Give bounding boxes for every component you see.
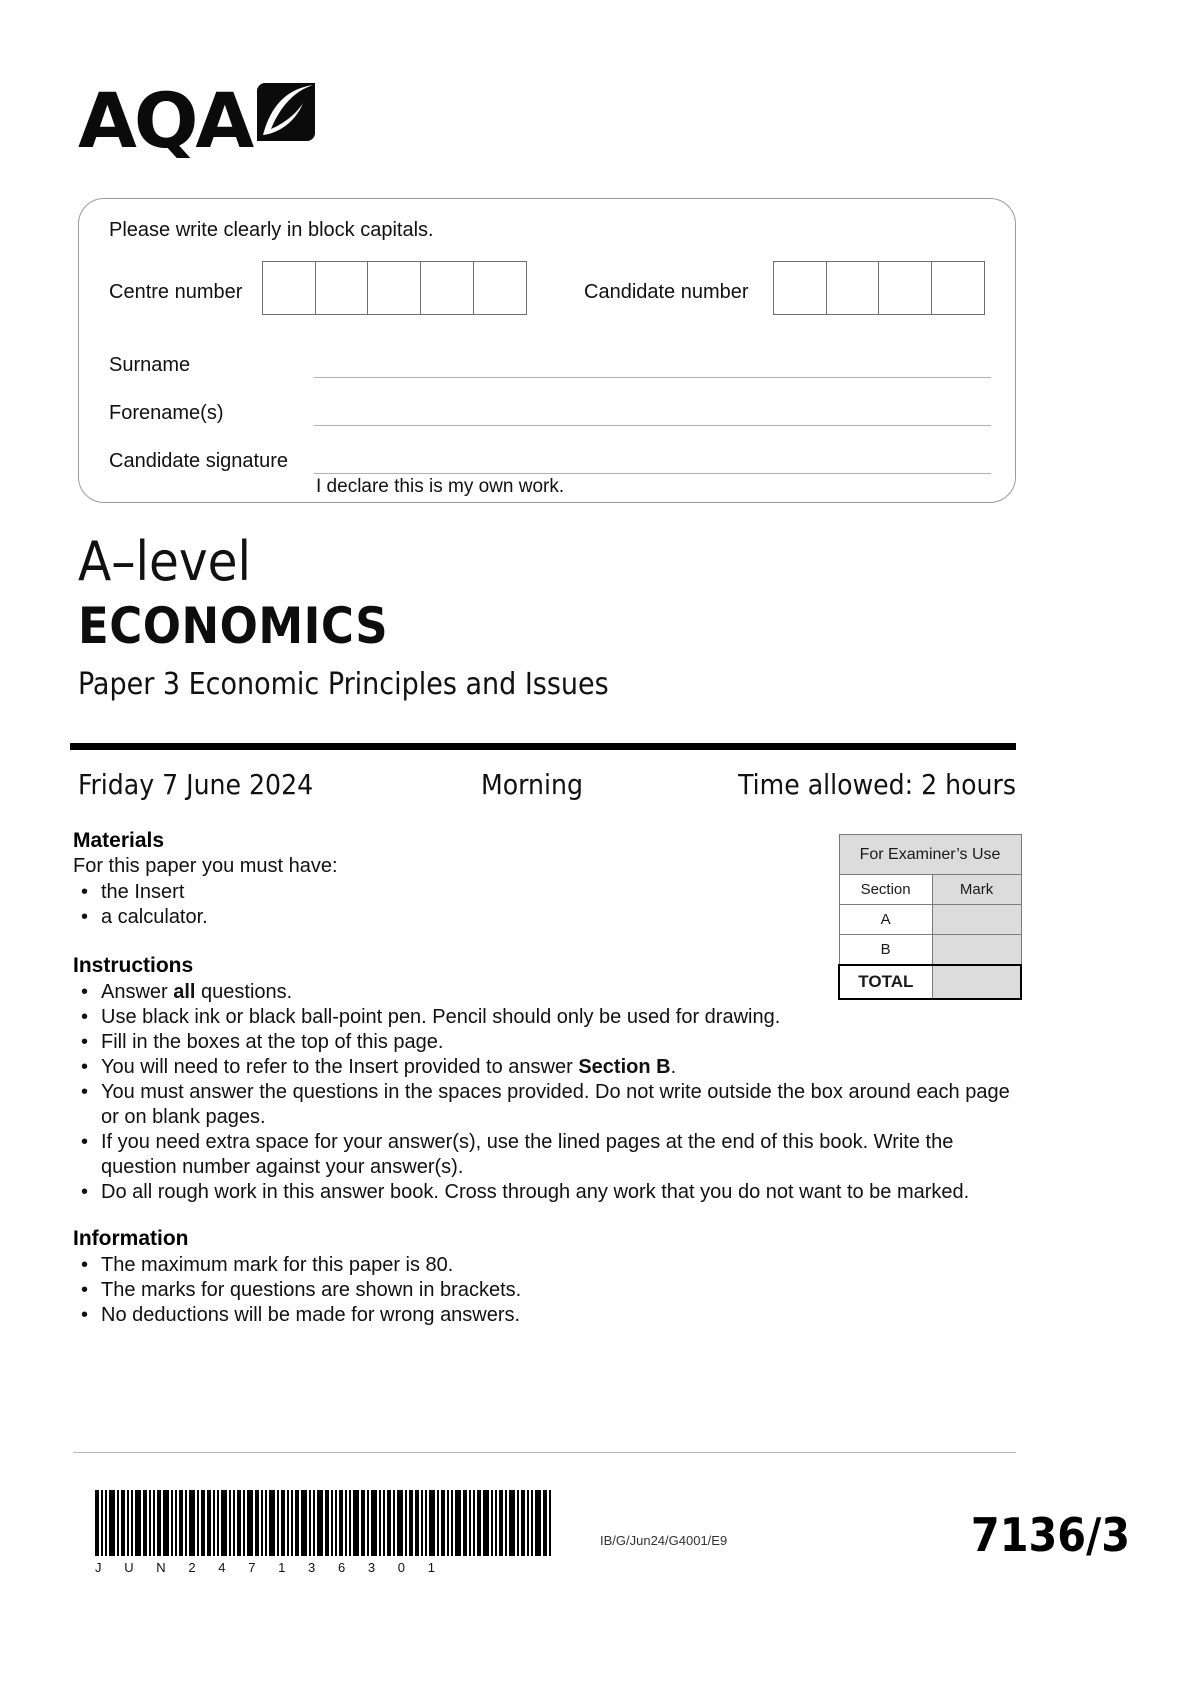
barcode-bar [171, 1490, 173, 1556]
barcode-bar [415, 1490, 419, 1556]
barcode-bar [291, 1490, 293, 1556]
candidate-number-box[interactable] [931, 261, 985, 315]
table-row [839, 965, 1021, 999]
section-b-label: B [839, 935, 932, 965]
barcode-digit: 3 [308, 1560, 316, 1575]
section-a-mark[interactable] [932, 905, 1021, 935]
barcode-bar [483, 1490, 489, 1556]
barcode-bar [473, 1490, 475, 1556]
section-b-mark[interactable] [932, 935, 1021, 965]
exam-date: Friday 7 June 2024 [78, 768, 314, 801]
barcode-bar [509, 1490, 515, 1556]
barcode-bar [339, 1490, 343, 1556]
barcode-bar [387, 1490, 391, 1556]
barcode-bar [243, 1490, 245, 1556]
barcode-bar [335, 1490, 337, 1556]
barcode-bar [149, 1490, 151, 1556]
materials-list [73, 880, 208, 930]
centre-number-label: Centre number [109, 281, 243, 303]
list-item: • the Insert [101, 880, 208, 905]
exam-time-allowed: Time allowed: 2 hours [738, 768, 1016, 801]
barcode [95, 1490, 553, 1556]
table-row [839, 935, 1021, 965]
barcode-bar [157, 1490, 161, 1556]
candidate-details-box [78, 198, 1016, 503]
paper-title: Paper 3 Economic Principles and Issues [78, 667, 609, 702]
barcode-bar [269, 1490, 275, 1556]
barcode-digit: 2 [188, 1560, 196, 1575]
barcode-bar [201, 1490, 205, 1556]
header-divider [70, 743, 1016, 750]
barcode-bar [185, 1490, 187, 1556]
barcode-bar [437, 1490, 439, 1556]
barcode-bar [441, 1490, 445, 1556]
exam-session: Morning [481, 768, 583, 801]
table-row [839, 905, 1021, 935]
barcode-bar [207, 1490, 211, 1556]
footer-divider [73, 1452, 1016, 1453]
barcode-bar [405, 1490, 407, 1556]
barcode-bar [237, 1490, 241, 1556]
section-a-label: A [839, 905, 932, 935]
list-item: • a calculator. [101, 905, 208, 930]
declaration-text: I declare this is my own work. [316, 476, 565, 497]
barcode-bar [495, 1490, 497, 1556]
barcode-digits [95, 1560, 435, 1575]
candidate-number-box[interactable] [773, 261, 827, 315]
qualification-level: A–level [78, 530, 252, 593]
barcode-bar [189, 1490, 195, 1556]
barcode-bar [127, 1490, 129, 1556]
barcode-bar [345, 1490, 347, 1556]
candidate-number-label: Candidate number [584, 281, 749, 303]
candidate-number-box[interactable] [878, 261, 932, 315]
barcode-bar [477, 1490, 481, 1556]
barcode-bar [505, 1490, 507, 1556]
barcode-bar [277, 1490, 279, 1556]
barcode-bar [317, 1490, 323, 1556]
barcode-digit: J [95, 1560, 102, 1575]
barcode-bar [175, 1490, 177, 1556]
subject-title: ECONOMICS [78, 597, 389, 655]
barcode-bar [349, 1490, 351, 1556]
barcode-bar [131, 1490, 133, 1556]
centre-number-input[interactable] [262, 261, 527, 315]
barcode-bar [153, 1490, 155, 1556]
barcode-bar [95, 1490, 99, 1556]
barcode-bar [331, 1490, 333, 1556]
barcode-digit: 4 [218, 1560, 226, 1575]
barcode-bar [379, 1490, 381, 1556]
barcode-bar [425, 1490, 427, 1556]
barcode-bar [105, 1490, 107, 1556]
instructions-list [73, 980, 1031, 1205]
barcode-digit: 3 [367, 1560, 376, 1575]
list-item: • You will need to refer to the Insert provided to answer Section B. [101, 1055, 1031, 1080]
barcode-bar [469, 1490, 471, 1556]
barcode-bar [325, 1490, 329, 1556]
barcode-bar [295, 1490, 299, 1556]
exam-meta-row [78, 768, 1016, 808]
candidate-number-box[interactable] [826, 261, 880, 315]
barcode-digit: U [124, 1560, 134, 1575]
list-item: • The maximum mark for this paper is 80. [101, 1253, 521, 1278]
barcode-bar [221, 1490, 227, 1556]
barcode-bar [535, 1490, 541, 1556]
aqa-logo-text: AQA [78, 76, 252, 165]
centre-number-box[interactable] [315, 261, 369, 315]
barcode-bar [409, 1490, 413, 1556]
forename-input[interactable] [314, 425, 991, 426]
column-header-mark: Mark [932, 875, 1021, 905]
barcode-bar [447, 1490, 449, 1556]
list-item: • If you need extra space for your answer(s), use the lined pages at the end of this book. Write the question number against your answer(s). [101, 1130, 1031, 1180]
barcode-bar [135, 1490, 141, 1556]
barcode-bar [101, 1490, 103, 1556]
barcode-bar [543, 1490, 547, 1556]
barcode-bar [517, 1490, 519, 1556]
barcode-bar [421, 1490, 423, 1556]
list-item: • Answer all questions. [101, 980, 1031, 1005]
aqa-logo [78, 76, 315, 165]
barcode-bar [521, 1490, 525, 1556]
barcode-bar [451, 1490, 453, 1556]
barcode-bar [109, 1490, 115, 1556]
barcode-bar [309, 1490, 311, 1556]
barcode-bar [287, 1490, 289, 1556]
list-item: • Use black ink or black ball-point pen. Pencil should only be used for drawing. [101, 1005, 1031, 1030]
barcode-bar [455, 1490, 461, 1556]
barcode-digit: 7 [248, 1560, 256, 1575]
instructions-heading: Instructions [73, 954, 194, 977]
centre-number-box[interactable] [473, 261, 527, 315]
surname-input[interactable] [314, 377, 991, 378]
materials-heading: Materials [73, 829, 165, 852]
barcode-bar [393, 1490, 395, 1556]
barcode-digit: 1 [278, 1560, 286, 1575]
information-list [73, 1253, 521, 1328]
paper-code: 7136/3 [970, 1508, 1130, 1562]
table-row [839, 835, 1021, 875]
list-item: • The marks for questions are shown in brackets. [101, 1278, 521, 1303]
list-item: • Do all rough work in this answer book. Cross through any work that you do not want to be marked. [101, 1180, 1031, 1205]
information-heading: Information [73, 1227, 189, 1250]
materials-intro: For this paper you must have: [73, 855, 338, 877]
barcode-bar [531, 1490, 533, 1556]
total-label: TOTAL [839, 965, 932, 999]
table-row [839, 875, 1021, 905]
barcode-bar [261, 1490, 263, 1556]
barcode-bar [265, 1490, 267, 1556]
barcode-digit: N [156, 1560, 166, 1575]
barcode-bar [463, 1490, 467, 1556]
barcode-bar [353, 1490, 359, 1556]
barcode-bar [121, 1490, 125, 1556]
list-item: • No deductions will be made for wrong answers. [101, 1303, 521, 1328]
barcode-bar [117, 1490, 119, 1556]
examiner-use-table [838, 834, 1022, 1000]
barcode-bar [179, 1490, 183, 1556]
barcode-bar [217, 1490, 219, 1556]
barcode-bar [397, 1490, 403, 1556]
barcode-digit: 1 [427, 1560, 435, 1575]
barcode-bar [163, 1490, 169, 1556]
barcode-bar [313, 1490, 315, 1556]
centre-number-box[interactable] [420, 261, 474, 315]
barcode-bar [281, 1490, 285, 1556]
list-item: • Fill in the boxes at the top of this page. [101, 1030, 1031, 1055]
total-mark[interactable] [932, 965, 1021, 999]
barcode-bar [255, 1490, 259, 1556]
barcode-bar [233, 1490, 235, 1556]
reference-code: IB/G/Jun24/G4001/E9 [600, 1533, 728, 1548]
block-capitals-instruction: Please write clearly in block capitals. [109, 219, 434, 241]
candidate-signature-label: Candidate signature [109, 450, 289, 472]
barcode-bar [499, 1490, 503, 1556]
barcode-bar [549, 1490, 551, 1556]
barcode-digit: 6 [337, 1560, 346, 1575]
candidate-number-input[interactable] [773, 261, 985, 315]
barcode-bar [143, 1490, 147, 1556]
barcode-bar [527, 1490, 529, 1556]
centre-number-box[interactable] [367, 261, 421, 315]
barcode-bar [197, 1490, 199, 1556]
barcode-bar [383, 1490, 385, 1556]
examiner-use-header: For Examiner’s Use [839, 835, 1021, 875]
barcode-bar [213, 1490, 215, 1556]
barcode-bar [301, 1490, 307, 1556]
barcode-bar [429, 1490, 435, 1556]
barcode-digit: 0 [397, 1560, 406, 1575]
centre-number-box[interactable] [262, 261, 316, 315]
column-header-section: Section [839, 875, 932, 905]
forename-label: Forename(s) [109, 402, 224, 424]
leaf-icon [257, 83, 315, 141]
barcode-bar [367, 1490, 369, 1556]
barcode-bar [491, 1490, 493, 1556]
surname-label: Surname [109, 354, 191, 376]
barcode-bar [361, 1490, 365, 1556]
barcode-bar [229, 1490, 231, 1556]
barcode-bar [247, 1490, 253, 1556]
candidate-signature-input[interactable] [314, 473, 991, 474]
list-item: • You must answer the questions in the spaces provided. Do not write outside the box around each page or on blank pages. [101, 1080, 1031, 1130]
barcode-bar [371, 1490, 377, 1556]
